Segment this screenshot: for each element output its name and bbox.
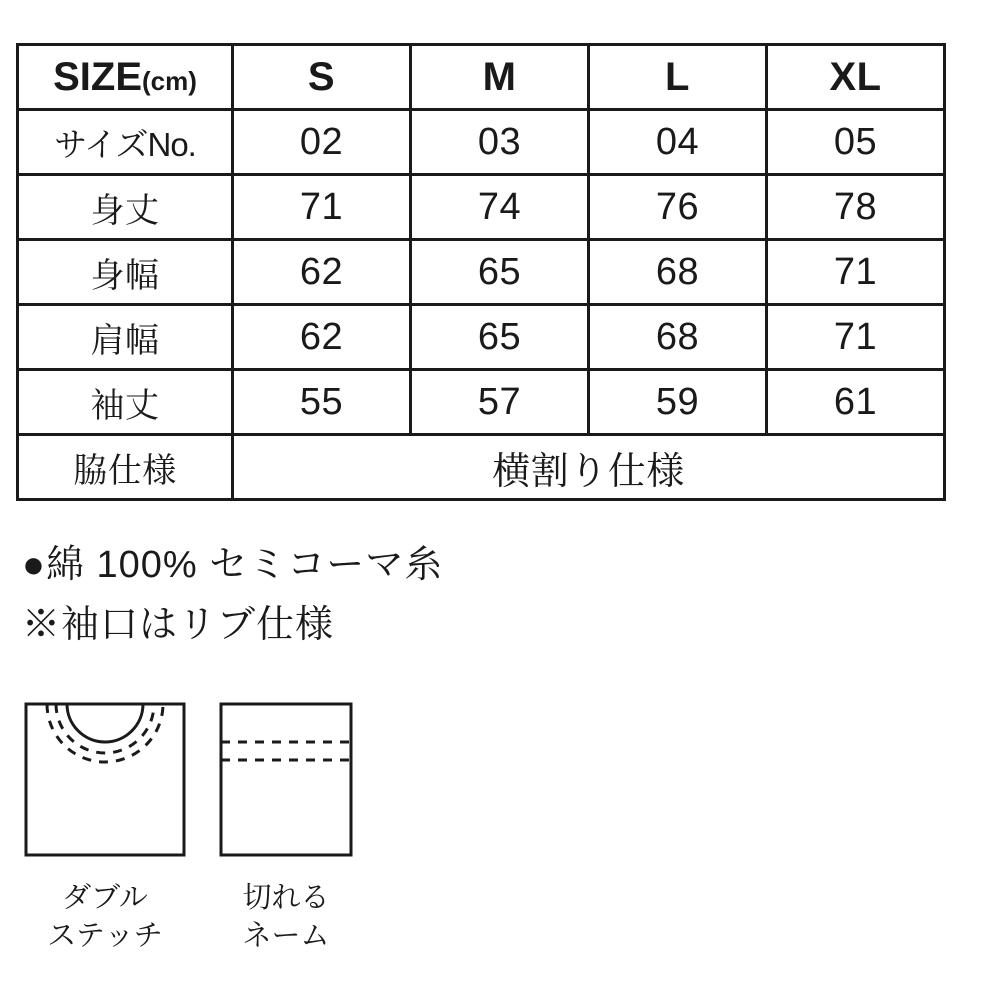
cell-shoulder-width-m: 65 [411, 305, 589, 370]
caption-line-2: ネーム [242, 920, 330, 952]
header-col-m: M [411, 45, 589, 110]
cell-sleeve-length-l: 59 [589, 370, 767, 435]
cell-body-width-xl: 71 [767, 240, 945, 305]
double-stitch-icon [20, 692, 190, 862]
note-cuff: ※袖口はリブ仕様 [22, 604, 335, 646]
cuttable-name-icon [216, 692, 356, 862]
cell-sleeve-length-m: 57 [411, 370, 589, 435]
cell-sleeve-length-s: 55 [233, 370, 411, 435]
row-label-body-width: 身幅 [18, 240, 233, 305]
cell-size-no-l: 04 [589, 110, 767, 175]
cell-body-width-s: 62 [233, 240, 411, 305]
size-unit: (cm) [142, 65, 197, 96]
diagram-caption-double-stitch [20, 879, 190, 955]
cell-body-width-m: 65 [411, 240, 589, 305]
size-table [16, 43, 946, 501]
caption-line-1: ダブル [62, 882, 148, 914]
table-row-merged [18, 435, 945, 500]
cell-body-width-l: 68 [589, 240, 767, 305]
cell-size-no-m: 03 [411, 110, 589, 175]
header-col-s: S [233, 45, 411, 110]
size-word: SIZE [53, 54, 142, 99]
diagram-double-stitch [20, 692, 190, 955]
cell-shoulder-width-s: 62 [233, 305, 411, 370]
diagram-cuttable-name [216, 692, 356, 955]
cell-body-length-l: 76 [589, 175, 767, 240]
diagram-caption-cuttable-name [216, 879, 356, 955]
cell-body-length-s: 71 [233, 175, 411, 240]
notes-block [22, 535, 922, 655]
header-col-l: L [589, 45, 767, 110]
cell-size-no-s: 02 [233, 110, 411, 175]
caption-line-2: ステッチ [47, 920, 163, 952]
cell-shoulder-width-l: 68 [589, 305, 767, 370]
row-label-size-no: サイズNo. [18, 110, 233, 175]
cell-body-length-m: 74 [411, 175, 589, 240]
cell-side-spec-value: 横割り仕様 [233, 435, 945, 500]
cell-shoulder-width-xl: 71 [767, 305, 945, 370]
table-row [18, 240, 945, 305]
table-row [18, 110, 945, 175]
row-label-body-length: 身丈 [18, 175, 233, 240]
table-header-row [18, 45, 945, 110]
table-row [18, 305, 945, 370]
header-size-label [18, 45, 233, 110]
table-row [18, 370, 945, 435]
caption-line-1: 切れる [242, 882, 330, 914]
table-row [18, 175, 945, 240]
header-col-xl: XL [767, 45, 945, 110]
row-label-shoulder-width: 肩幅 [18, 305, 233, 370]
note-material: ●綿 100% セミコーマ糸 [22, 544, 444, 586]
cell-body-length-xl: 78 [767, 175, 945, 240]
cell-sleeve-length-xl: 61 [767, 370, 945, 435]
row-label-sleeve-length: 袖丈 [18, 370, 233, 435]
cell-size-no-xl: 05 [767, 110, 945, 175]
row-label-side-spec: 脇仕様 [18, 435, 233, 500]
